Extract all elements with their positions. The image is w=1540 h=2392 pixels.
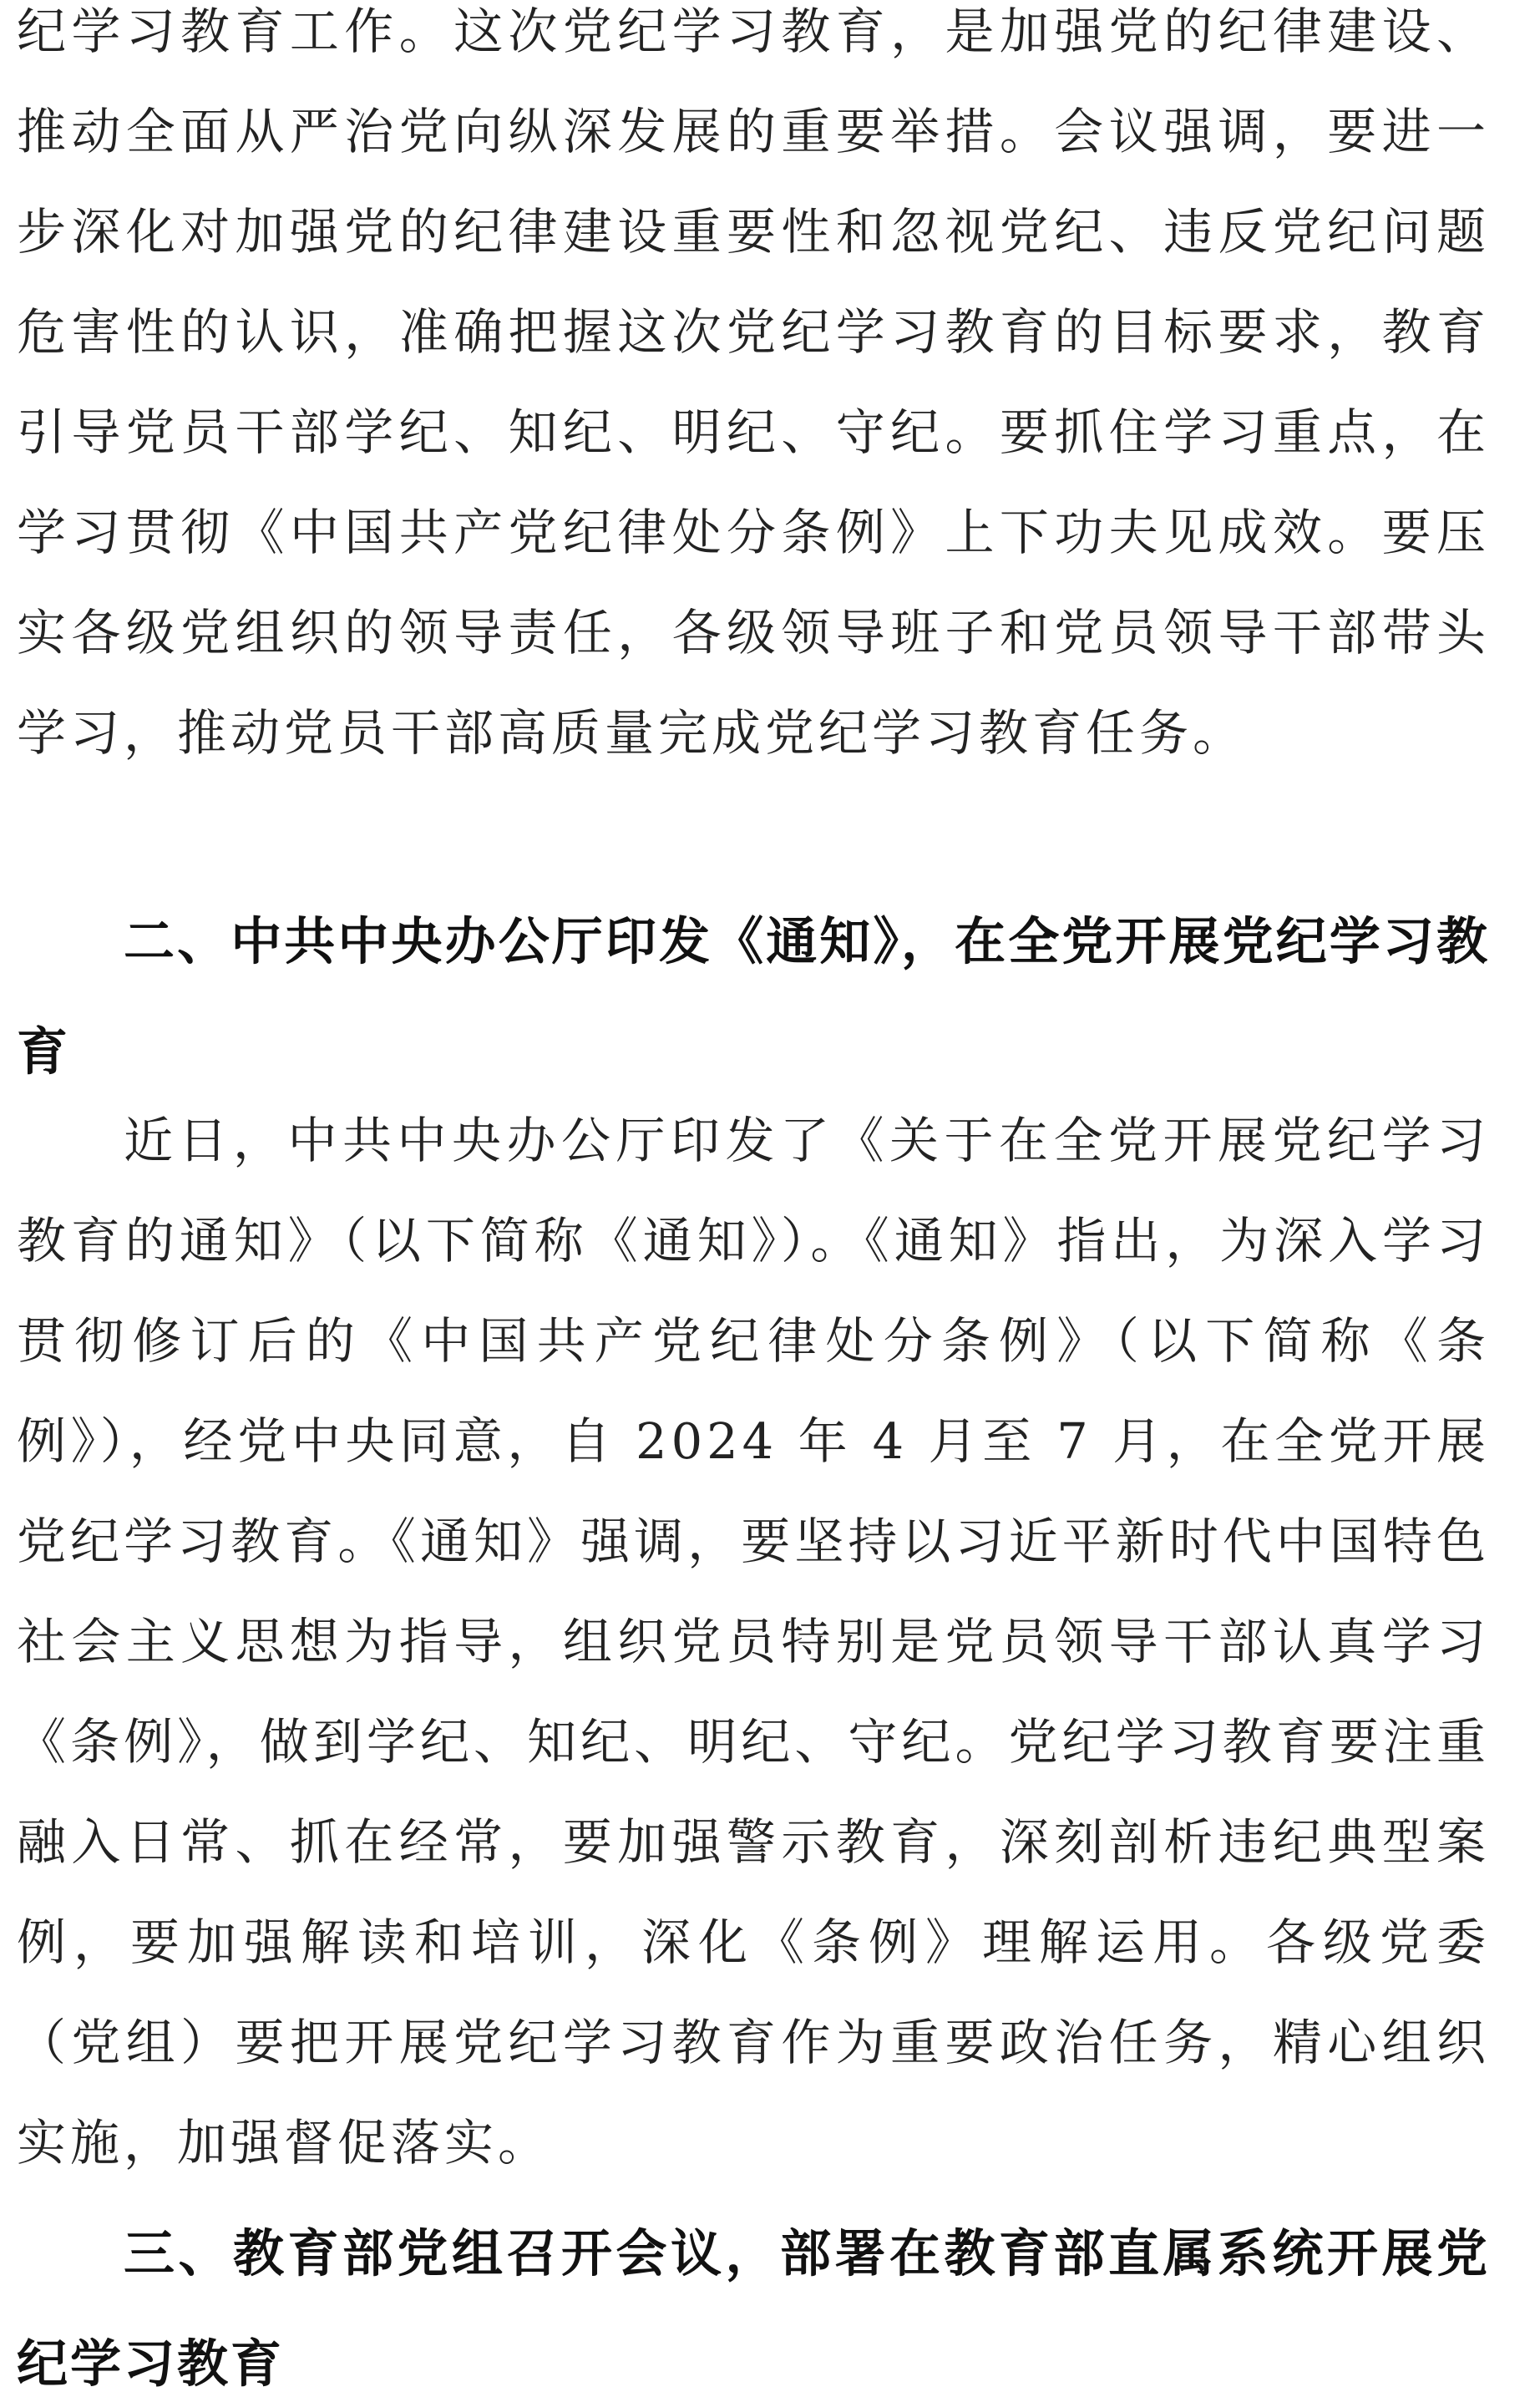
body-paragraph: 纪学习教育工作。这次党纪学习教育，是加强党的纪律建设、推动全面从严治党向纵深发展的重要举措。会议强调，要进一步深化对加强党的纪律建设重要性和忽视党纪、违反党纪问题危害性的认识，准确把握这次党纪学习教育的目标要求，教育引导党员干部学纪、知纪、明纪、守纪。要抓住学习重点，在学习贯彻《中国共产党纪律处分条例》上下功夫见成效。要压实各级党组织的领导责任，各级领导班子和党员领导干部带头学习，推动党员干部高质量完成党纪学习教育任务。 bbox=[17, 3, 1490, 762]
section-heading: 三、教育部党组召开会议，部署在教育部直属系统开展党纪学习教育 bbox=[17, 2224, 1490, 2392]
section-heading: 二、中共中央办公厅印发《通知》，在全党开展党纪学习教育 bbox=[17, 912, 1490, 1082]
body-paragraph: 近日，中共中央办公厅印发了《关于在全党开展党纪学习教育的通知》（以下简称《通知》）。《通知》指出，为深入学习贯彻修订后的《中国共产党纪律处分条例》（以下简称《条例》），经党中央同意，自 2024 年 4 月至 7 月，在全党开展党纪学习教育。《通知》强调，要坚持以习近平新时代中国特色社会主义思想为指导，组织党员特别是党员领导干部认真学习《条例》，做到学纪、知纪、明纪、守纪。党纪学习教育要注重融入日常、抓在经常，要加强警示教育，深刻剖析违纪典型案例，要加强解读和培训，深化《条例》理解运用。各级党委（党组）要把开展党纪学习教育作为重要政治任务，精心组织实施，加强督促落实。 bbox=[17, 1112, 1490, 2172]
